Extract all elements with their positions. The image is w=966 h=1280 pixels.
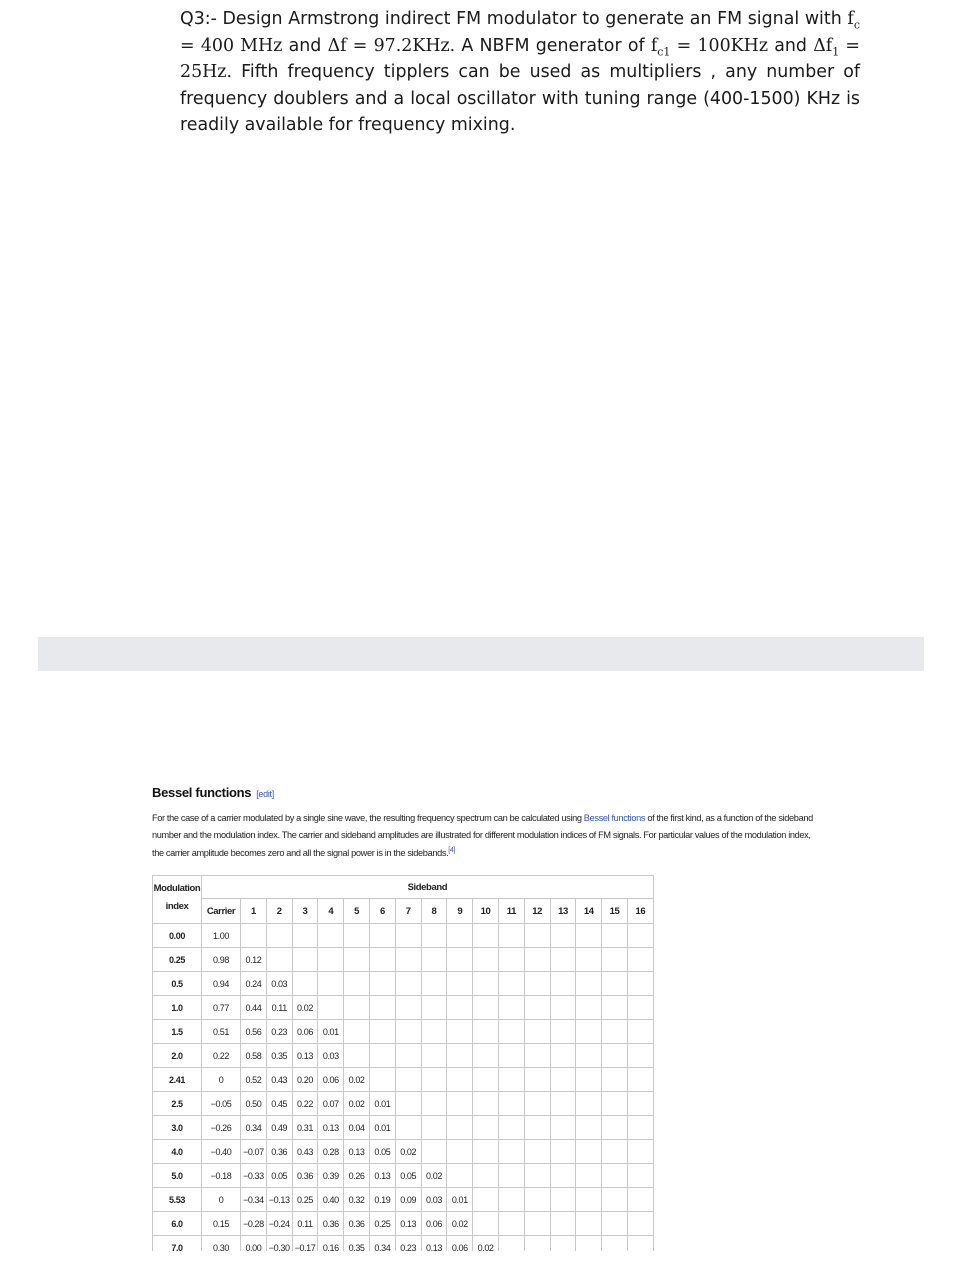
sideband-cell <box>524 1140 550 1164</box>
sideband-cell: 0.06 <box>292 1020 318 1044</box>
modulation-index-cell: 7.0 <box>153 1236 202 1252</box>
sideband-cell <box>627 972 653 996</box>
sideband-cell: 0.13 <box>292 1044 318 1068</box>
sideband-cell <box>602 1188 628 1212</box>
sideband-cell <box>447 996 473 1020</box>
sideband-cell: −0.30 <box>266 1236 292 1252</box>
sideband-cell <box>447 1116 473 1140</box>
sideband-cell <box>550 1188 576 1212</box>
sideband-cell <box>550 1020 576 1044</box>
question-text: Q3:- Design Armstrong indirect FM modulator to generate an FM signal with $f_c = 400$ MHz and Δf = 97.2KHz. A NBFM generator of $f_{c1} = 100KHz$ and $\Delta f_1 = 25Hz$. Fifth frequency tipplers can be used as multipliers , any number of frequency doublers and a local oscillator with tuning range (400-1500) KHz is readily available for frequency mixing. <box>180 9 861 135</box>
sideband-cell <box>473 1020 499 1044</box>
sideband-cell <box>395 1092 421 1116</box>
carrier-cell: −0.05 <box>202 1092 241 1116</box>
column-header-sideband: 11 <box>498 899 524 924</box>
sideband-cell: 0.24 <box>241 972 267 996</box>
column-header-sideband: 14 <box>576 899 602 924</box>
bessel-table <box>152 875 654 1251</box>
sideband-cell <box>369 1068 395 1092</box>
sideband-cell <box>627 1164 653 1188</box>
sideband-cell: 0.58 <box>241 1044 267 1068</box>
sideband-cell <box>550 948 576 972</box>
sideband-cell: 0.07 <box>318 1092 344 1116</box>
sideband-cell <box>576 1164 602 1188</box>
sideband-cell <box>421 1092 447 1116</box>
sideband-cell <box>627 1212 653 1236</box>
sideband-cell: 0.05 <box>395 1164 421 1188</box>
table-row <box>153 1188 654 1212</box>
sideband-cell <box>524 972 550 996</box>
sideband-cell: 0.06 <box>318 1068 344 1092</box>
sideband-cell <box>473 1212 499 1236</box>
sideband-cell: 0.04 <box>344 1116 370 1140</box>
sideband-cell <box>369 972 395 996</box>
table-row <box>153 1116 654 1140</box>
table-row <box>153 1044 654 1068</box>
modulation-index-cell: 5.53 <box>153 1188 202 1212</box>
sideband-cell <box>421 924 447 948</box>
sideband-cell <box>395 1020 421 1044</box>
sideband-cell <box>602 996 628 1020</box>
bessel-functions-link[interactable]: Bessel functions <box>583 813 646 823</box>
sideband-cell <box>369 948 395 972</box>
sideband-cell: 0.49 <box>266 1116 292 1140</box>
sideband-cell <box>627 1116 653 1140</box>
sideband-cell <box>627 1044 653 1068</box>
table-row <box>153 1236 654 1252</box>
sideband-cell <box>524 1044 550 1068</box>
sideband-cell: 0.09 <box>395 1188 421 1212</box>
sideband-cell <box>395 1068 421 1092</box>
sideband-cell <box>576 948 602 972</box>
sideband-cell <box>498 1164 524 1188</box>
carrier-cell: 0.22 <box>202 1044 241 1068</box>
page-2 <box>38 671 924 1251</box>
sideband-cell: 0.01 <box>447 1188 473 1212</box>
sideband-cell <box>550 1044 576 1068</box>
sideband-cell <box>576 1236 602 1252</box>
sideband-cell <box>498 972 524 996</box>
sideband-cell <box>421 948 447 972</box>
sideband-cell <box>473 1044 499 1068</box>
sideband-cell <box>395 924 421 948</box>
sideband-cell <box>241 924 267 948</box>
sideband-cell: 0.34 <box>241 1116 267 1140</box>
sideband-cell <box>498 1140 524 1164</box>
sideband-cell <box>447 972 473 996</box>
sideband-cell <box>576 1140 602 1164</box>
sideband-cell <box>292 948 318 972</box>
sideband-cell <box>344 996 370 1020</box>
table-row <box>153 1164 654 1188</box>
sideband-cell <box>421 1068 447 1092</box>
table-row <box>153 996 654 1020</box>
sideband-cell <box>576 972 602 996</box>
sideband-cell <box>447 1020 473 1044</box>
sideband-cell <box>369 1044 395 1068</box>
sideband-cell: 0.11 <box>266 996 292 1020</box>
column-header-sideband: 16 <box>627 899 653 924</box>
sideband-cell: 0.36 <box>292 1164 318 1188</box>
sideband-cell <box>627 1140 653 1164</box>
sideband-cell <box>395 1044 421 1068</box>
sideband-cell <box>421 1044 447 1068</box>
column-header-row <box>153 899 654 924</box>
modulation-index-cell: 1.0 <box>153 996 202 1020</box>
sideband-cell <box>550 1092 576 1116</box>
sideband-cell <box>473 1068 499 1092</box>
sideband-cell <box>395 1116 421 1140</box>
sideband-cell: 0.20 <box>292 1068 318 1092</box>
sideband-cell: 0.01 <box>369 1092 395 1116</box>
table-row <box>153 972 654 996</box>
sideband-cell <box>473 1116 499 1140</box>
sideband-cell <box>524 1116 550 1140</box>
sideband-cell <box>627 1020 653 1044</box>
sideband-cell <box>524 1020 550 1044</box>
sideband-cell <box>550 1116 576 1140</box>
carrier-cell: 0.94 <box>202 972 241 996</box>
sideband-cell: 0.13 <box>395 1212 421 1236</box>
sideband-cell <box>344 1020 370 1044</box>
sideband-cell: 0.13 <box>369 1164 395 1188</box>
sideband-cell <box>524 1236 550 1252</box>
sideband-cell <box>524 1092 550 1116</box>
sideband-cell: 0.36 <box>318 1212 344 1236</box>
sideband-cell: 0.03 <box>266 972 292 996</box>
column-header-sideband: 5 <box>344 899 370 924</box>
sideband-cell: 0.02 <box>344 1092 370 1116</box>
sideband-cell <box>447 924 473 948</box>
sideband-cell: −0.24 <box>266 1212 292 1236</box>
sideband-cell <box>318 996 344 1020</box>
carrier-cell: 0.15 <box>202 1212 241 1236</box>
sideband-cell <box>576 1020 602 1044</box>
sideband-cell <box>550 1140 576 1164</box>
sideband-cell <box>447 1140 473 1164</box>
sideband-cell: 0.06 <box>447 1236 473 1252</box>
column-header-sideband: 2 <box>266 899 292 924</box>
carrier-cell: 0 <box>202 1188 241 1212</box>
sideband-cell: 0.31 <box>292 1116 318 1140</box>
carrier-cell: 1.00 <box>202 924 241 948</box>
edit-link[interactable]: [edit] <box>256 789 274 799</box>
sideband-cell <box>524 1068 550 1092</box>
sideband-cell <box>602 1116 628 1140</box>
modulation-index-header: Modulation index <box>153 876 202 924</box>
sideband-cell <box>344 948 370 972</box>
carrier-cell: 0 <box>202 1068 241 1092</box>
sideband-cell <box>550 1236 576 1252</box>
sideband-cell: 0.36 <box>266 1140 292 1164</box>
page-separator <box>38 637 924 671</box>
carrier-cell: 0.51 <box>202 1020 241 1044</box>
sideband-cell <box>576 1068 602 1092</box>
sideband-cell <box>524 1188 550 1212</box>
section-title: Bessel functions [edit] <box>152 785 274 800</box>
table-row <box>153 948 654 972</box>
sideband-cell: 0.36 <box>344 1212 370 1236</box>
sideband-cell: 0.01 <box>318 1020 344 1044</box>
sideband-cell: 0.35 <box>266 1044 292 1068</box>
sideband-cell: 0.40 <box>318 1188 344 1212</box>
sideband-cell <box>447 1092 473 1116</box>
sideband-cell <box>344 1044 370 1068</box>
sideband-cell <box>602 1236 628 1252</box>
sideband-cell <box>421 1140 447 1164</box>
sideband-cell <box>550 996 576 1020</box>
sideband-cell <box>627 1236 653 1252</box>
sideband-cell <box>524 1212 550 1236</box>
sideband-cell <box>576 1092 602 1116</box>
sideband-cell: 0.35 <box>344 1236 370 1252</box>
sideband-cell <box>524 996 550 1020</box>
sideband-cell <box>602 1092 628 1116</box>
sideband-cell <box>266 948 292 972</box>
sideband-cell: 0.50 <box>241 1092 267 1116</box>
sideband-cell <box>473 948 499 972</box>
reference-link[interactable]: [4] <box>448 847 456 854</box>
carrier-cell: −0.40 <box>202 1140 241 1164</box>
sideband-cell <box>498 1044 524 1068</box>
sideband-cell <box>421 1116 447 1140</box>
sideband-cell <box>498 948 524 972</box>
sideband-cell <box>447 1044 473 1068</box>
sideband-cell: −0.17 <box>292 1236 318 1252</box>
column-header-sideband: 15 <box>602 899 628 924</box>
sideband-cell <box>421 972 447 996</box>
modulation-index-cell: 2.5 <box>153 1092 202 1116</box>
table-row <box>153 1068 654 1092</box>
sideband-cell <box>524 924 550 948</box>
modulation-index-cell: 3.0 <box>153 1116 202 1140</box>
sideband-cell <box>498 924 524 948</box>
sideband-cell: 0.28 <box>318 1140 344 1164</box>
sideband-cell: 0.13 <box>421 1236 447 1252</box>
table-row <box>153 924 654 948</box>
sideband-cell: −0.33 <box>241 1164 267 1188</box>
sideband-cell <box>395 972 421 996</box>
carrier-cell: −0.18 <box>202 1164 241 1188</box>
modulation-index-cell: 2.41 <box>153 1068 202 1092</box>
sideband-cell <box>627 924 653 948</box>
sideband-cell <box>318 924 344 948</box>
column-header-sideband: 13 <box>550 899 576 924</box>
sideband-cell: 0.11 <box>292 1212 318 1236</box>
sideband-cell <box>627 948 653 972</box>
sideband-cell <box>369 924 395 948</box>
sideband-cell: 0.12 <box>241 948 267 972</box>
sideband-cell: 0.22 <box>292 1092 318 1116</box>
sideband-cell <box>369 996 395 1020</box>
sideband-cell <box>498 1068 524 1092</box>
sideband-cell <box>344 924 370 948</box>
sideband-cell <box>318 972 344 996</box>
sideband-cell: 0.05 <box>266 1164 292 1188</box>
sideband-cell <box>602 972 628 996</box>
sideband-cell: 0.06 <box>421 1212 447 1236</box>
sideband-cell: 0.43 <box>292 1140 318 1164</box>
sideband-cell: 0.25 <box>369 1212 395 1236</box>
sideband-header: Sideband <box>202 876 654 899</box>
sideband-cell <box>576 996 602 1020</box>
sideband-cell <box>473 1140 499 1164</box>
sideband-cell: 0.56 <box>241 1020 267 1044</box>
sideband-cell <box>627 996 653 1020</box>
sideband-cell <box>627 1092 653 1116</box>
sideband-cell <box>524 1164 550 1188</box>
sideband-cell: 0.45 <box>266 1092 292 1116</box>
sideband-cell <box>550 972 576 996</box>
modulation-index-cell: 0.5 <box>153 972 202 996</box>
sideband-cell: 0.00 <box>241 1236 267 1252</box>
sideband-cell <box>473 996 499 1020</box>
sideband-cell: 0.32 <box>344 1188 370 1212</box>
modulation-index-cell: 1.5 <box>153 1020 202 1044</box>
sideband-cell <box>602 924 628 948</box>
sideband-cell <box>473 1164 499 1188</box>
sideband-cell <box>627 1188 653 1212</box>
column-header-sideband: 8 <box>421 899 447 924</box>
sideband-cell: 0.02 <box>395 1140 421 1164</box>
sideband-cell <box>498 1212 524 1236</box>
sideband-cell <box>421 996 447 1020</box>
sideband-cell <box>576 1212 602 1236</box>
sideband-cell: 0.43 <box>266 1068 292 1092</box>
sideband-cell <box>498 1092 524 1116</box>
sideband-cell <box>602 1044 628 1068</box>
intro-paragraph: For the case of a carrier modulated by a single sine wave, the resulting frequency spectrum can be calculated using Bessel functions of the first kind, as a function of the sideband number and the modulation index. The carrier and sideband amplitudes are illustrated for different modulation indices of FM signals. For particular values of the modulation index, the carrier amplitude becomes zero and all the signal power is in the sidebands.[4] <box>152 813 813 859</box>
sideband-cell: 0.02 <box>344 1068 370 1092</box>
sideband-cell <box>473 1188 499 1212</box>
sideband-cell: 0.34 <box>369 1236 395 1252</box>
column-header-sideband: 1 <box>241 899 267 924</box>
column-header-carrier: Carrier <box>202 899 241 924</box>
table-row <box>153 1020 654 1044</box>
sideband-cell: 0.39 <box>318 1164 344 1188</box>
sideband-cell: −0.07 <box>241 1140 267 1164</box>
sideband-cell <box>602 1212 628 1236</box>
sideband-cell <box>344 972 370 996</box>
sideband-cell <box>550 1068 576 1092</box>
sideband-cell: 0.05 <box>369 1140 395 1164</box>
carrier-cell: 0.77 <box>202 996 241 1020</box>
sideband-cell <box>395 996 421 1020</box>
sideband-cell: 0.02 <box>473 1236 499 1252</box>
sideband-cell <box>473 972 499 996</box>
page-bottom <box>0 1251 966 1280</box>
sideband-cell: 0.26 <box>344 1164 370 1188</box>
carrier-cell: −0.26 <box>202 1116 241 1140</box>
modulation-index-cell: 6.0 <box>153 1212 202 1236</box>
sideband-cell: 0.02 <box>447 1212 473 1236</box>
sideband-cell <box>318 948 344 972</box>
modulation-index-cell: 0.25 <box>153 948 202 972</box>
column-header-sideband: 4 <box>318 899 344 924</box>
sideband-cell: 0.13 <box>344 1140 370 1164</box>
sideband-cell <box>550 924 576 948</box>
sideband-cell <box>369 1020 395 1044</box>
sideband-cell <box>447 1068 473 1092</box>
sideband-cell <box>421 1020 447 1044</box>
sideband-cell <box>498 996 524 1020</box>
sideband-cell <box>498 1188 524 1212</box>
carrier-cell: 0.98 <box>202 948 241 972</box>
sideband-cell: 0.25 <box>292 1188 318 1212</box>
sideband-cell: 0.02 <box>292 996 318 1020</box>
column-header-sideband: 10 <box>473 899 499 924</box>
sideband-cell <box>498 1020 524 1044</box>
sideband-cell <box>602 948 628 972</box>
sideband-cell <box>266 924 292 948</box>
sideband-cell <box>576 924 602 948</box>
sideband-cell <box>602 1068 628 1092</box>
sideband-cell <box>395 948 421 972</box>
column-header-sideband: 9 <box>447 899 473 924</box>
sideband-cell: −0.28 <box>241 1212 267 1236</box>
sideband-cell: 0.13 <box>318 1116 344 1140</box>
table-row <box>153 1092 654 1116</box>
sideband-cell <box>524 948 550 972</box>
sideband-cell: 0.44 <box>241 996 267 1020</box>
sideband-cell <box>292 972 318 996</box>
modulation-index-cell: 0.00 <box>153 924 202 948</box>
sideband-cell <box>473 924 499 948</box>
sideband-cell <box>498 1116 524 1140</box>
page-1 <box>38 0 924 638</box>
sideband-cell <box>447 948 473 972</box>
column-header-sideband: 12 <box>524 899 550 924</box>
sideband-cell <box>498 1236 524 1252</box>
sideband-cell: 0.01 <box>369 1116 395 1140</box>
sideband-cell <box>550 1212 576 1236</box>
sideband-cell <box>627 1068 653 1092</box>
sideband-cell <box>602 1140 628 1164</box>
table-row <box>153 1140 654 1164</box>
modulation-index-cell: 4.0 <box>153 1140 202 1164</box>
sideband-cell <box>602 1164 628 1188</box>
column-header-sideband: 7 <box>395 899 421 924</box>
sideband-cell <box>576 1188 602 1212</box>
sideband-cell: −0.13 <box>266 1188 292 1212</box>
sideband-cell: 0.23 <box>395 1236 421 1252</box>
table-row <box>153 1212 654 1236</box>
modulation-index-cell: 5.0 <box>153 1164 202 1188</box>
sideband-cell <box>576 1044 602 1068</box>
sideband-cell: 0.19 <box>369 1188 395 1212</box>
sideband-cell: −0.34 <box>241 1188 267 1212</box>
sideband-cell <box>576 1116 602 1140</box>
sideband-cell: 0.03 <box>421 1188 447 1212</box>
modulation-index-cell: 2.0 <box>153 1044 202 1068</box>
sideband-cell: 0.02 <box>421 1164 447 1188</box>
column-header-sideband: 6 <box>369 899 395 924</box>
sideband-cell: 0.03 <box>318 1044 344 1068</box>
sideband-cell <box>550 1164 576 1188</box>
carrier-cell: 0.30 <box>202 1236 241 1252</box>
sideband-cell: 0.52 <box>241 1068 267 1092</box>
column-header-sideband: 3 <box>292 899 318 924</box>
sideband-cell <box>447 1164 473 1188</box>
sideband-cell <box>602 1020 628 1044</box>
sideband-cell <box>292 924 318 948</box>
sideband-cell <box>473 1092 499 1116</box>
sideband-cell: 0.23 <box>266 1020 292 1044</box>
sideband-cell: 0.16 <box>318 1236 344 1252</box>
